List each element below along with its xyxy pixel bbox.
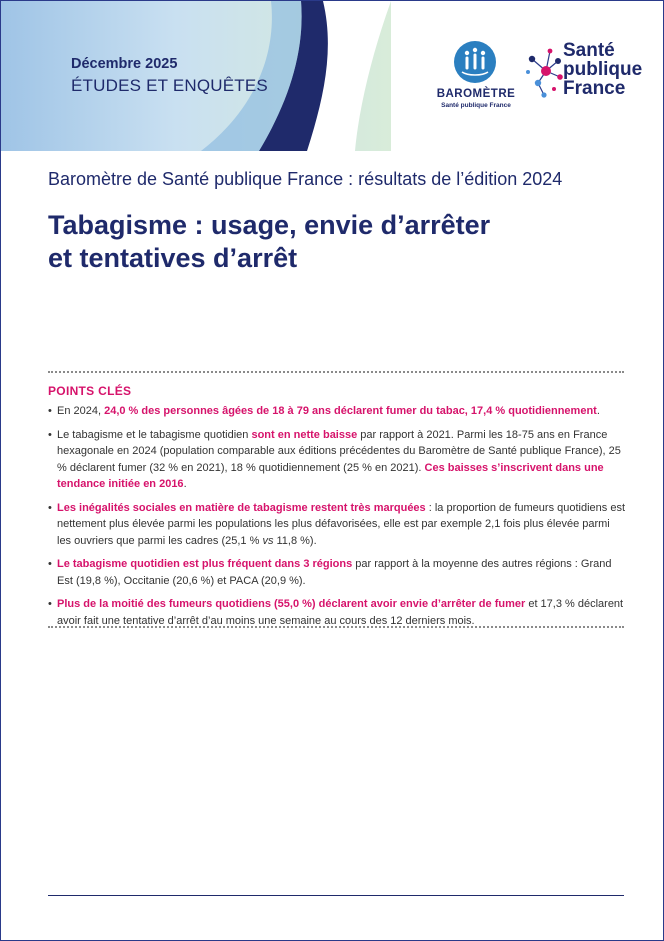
series-label: ÉTUDES ET ENQUÊTES: [71, 76, 268, 95]
document-subtitle: Baromètre de Santé publique France : résultats de l’édition 2024: [48, 169, 563, 189]
footer-rule: [48, 895, 624, 896]
barometre-subtext: Santé publique France: [441, 102, 511, 109]
key-point-4: • Le tabagisme quotidien est plus fréquent dans 3 régions par rapport à la moyenne des autres régions : Grand Est (19,8 %), Occitanie (20,6 %) et PACA (20,9 %).: [48, 556, 626, 589]
key-points-heading: POINTS CLÉS: [48, 384, 132, 398]
divider-top: [48, 371, 624, 373]
key-point-2: • Le tabagisme et le tabagisme quotidien sont en nette baisse par rapport à 2021. Parmi les 18-75 ans en France hexagonale en 2024 (population comparable aux éditions précédentes du Baromètre de Santé publique France), 25 % déclarent fumer (32 % en 2021), 18 % quotidiennement (25 % en 2021). Ces baisses s’inscrivent dans une tendance initiée en 2016.: [48, 427, 626, 493]
title-line-1: Tabagisme : usage, envie d’arrêter: [48, 210, 491, 240]
title-line-2: et tentatives d’arrêt: [48, 243, 298, 273]
key-point-1: • En 2024, 24,0 % des personnes âgées de 18 à 79 ans déclarent fumer du tabac, 17,4 % quotidiennement.: [48, 403, 626, 420]
barometre-wordmark: BAROMÈTRE: [436, 88, 516, 100]
spf-line-2: publique: [563, 59, 643, 80]
key-points-list: [48, 403, 626, 636]
spf-line-1: Santé: [563, 40, 615, 61]
document-title: [48, 209, 490, 275]
divider-bottom: [48, 626, 624, 628]
key-point-3: • Les inégalités sociales en matière de tabagisme restent très marquées : la proportion de fumeurs quotidiens est nettement plus élevée parmi les populations les plus défavorisées, elle est par exemple 2,1 fois plus élevée parmi les ouvriers que parmi les cadres (25,1 % vs 11,8 %).: [48, 500, 626, 550]
sante-publique-france-logo: [524, 39, 659, 109]
people-chart-icon: [454, 41, 496, 83]
barometre-logo: [434, 41, 518, 113]
key-point-5: • Plus de la moitié des fumeurs quotidiens (55,0 %) déclarent avoir envie d’arrêter de fumer et 17,3 % déclarent avoir fait une tentative d’arrêt d’au moins une semaine au cours des 12 derniers mois.: [48, 596, 626, 629]
spf-line-3: France: [563, 78, 626, 99]
publication-date: Décembre 2025: [71, 56, 178, 72]
network-dots-icon: [524, 39, 564, 105]
